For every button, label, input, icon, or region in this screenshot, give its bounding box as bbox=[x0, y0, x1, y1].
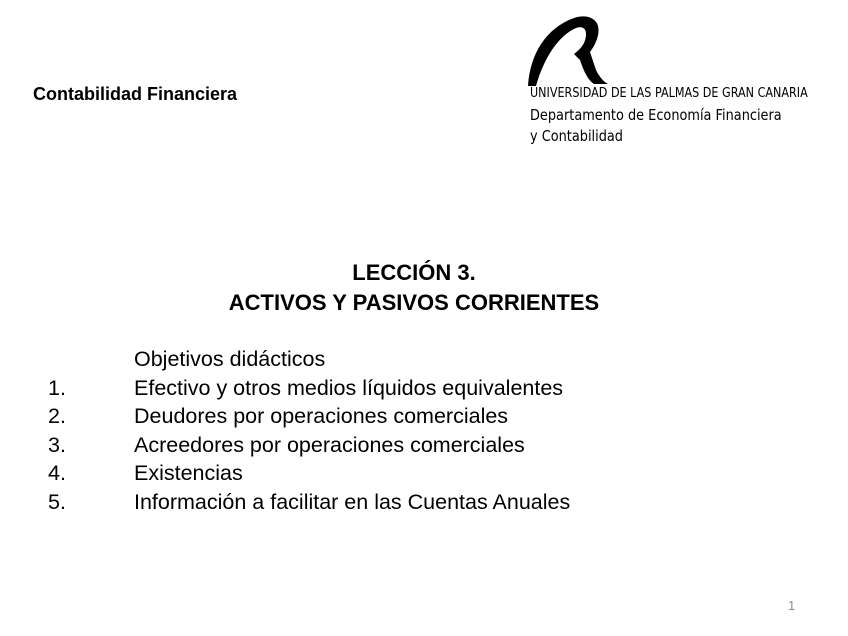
page-number: 1 bbox=[788, 598, 796, 613]
course-title: Contabilidad Financiera bbox=[33, 84, 238, 104]
department-name-line2: y Contabilidad bbox=[530, 127, 624, 145]
agenda-item-text: Efectivo y otros medios líquidos equivalentes bbox=[134, 375, 564, 400]
agenda-item-number: 5. bbox=[48, 489, 66, 514]
agenda-item-text: Información a facilitar en las Cuentas Anuales bbox=[134, 489, 571, 514]
agenda-item-text: Acreedores por operaciones comerciales bbox=[134, 432, 525, 457]
agenda-item-text: Existencias bbox=[134, 461, 243, 486]
ulpgc-logo-icon bbox=[524, 14, 614, 94]
agenda-item-number: 1. bbox=[48, 375, 66, 400]
department-name-line1: Departamento de Economía Financiera bbox=[530, 106, 782, 124]
agenda-item-text: Deudores por operaciones comerciales bbox=[134, 404, 509, 429]
agenda-item-number: 3. bbox=[48, 432, 66, 457]
agenda-item-number: 4. bbox=[48, 461, 66, 486]
lesson-number: LECCIÓN 3. bbox=[352, 260, 476, 285]
lesson-title: ACTIVOS Y PASIVOS CORRIENTES bbox=[228, 290, 600, 315]
agenda-item-number: 2. bbox=[48, 404, 66, 429]
agenda-item-text: Objetivos didácticos bbox=[134, 347, 326, 371]
university-name: UNIVERSIDAD DE LAS PALMAS DE GRAN CANARIA bbox=[530, 86, 808, 101]
